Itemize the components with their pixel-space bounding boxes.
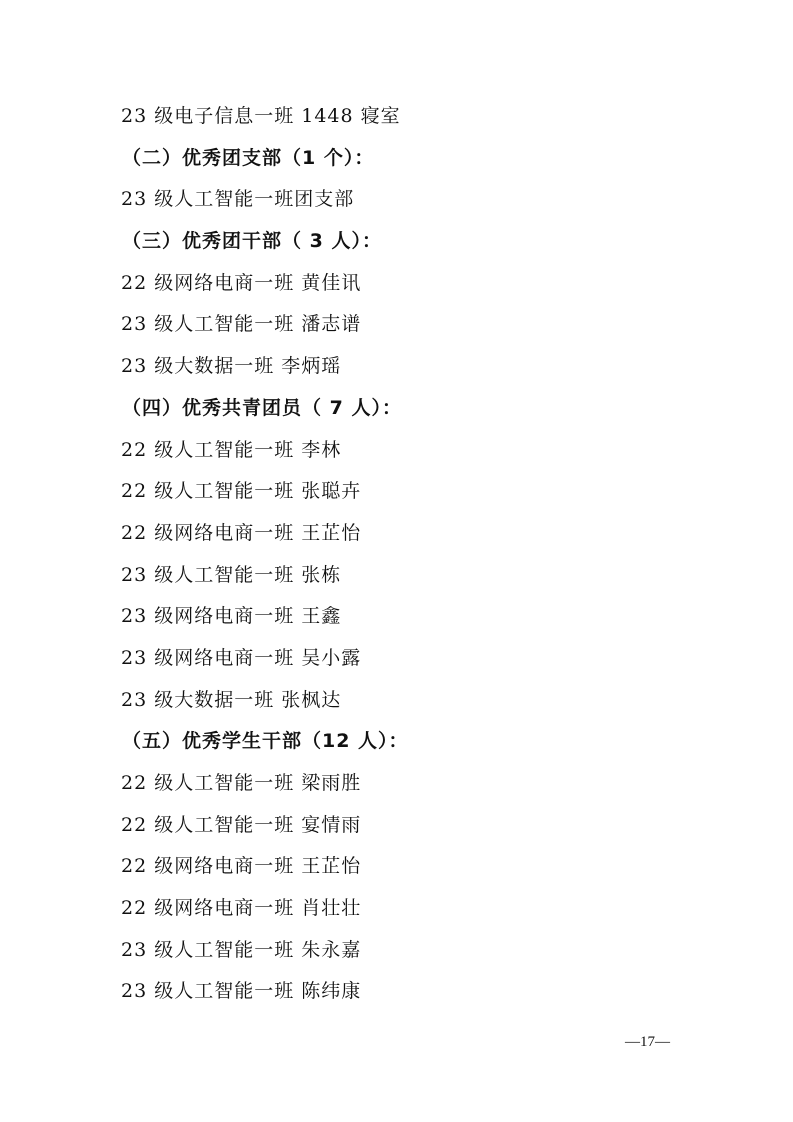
list-item: 23 级网络电商一班 吴小露 (121, 646, 362, 669)
section-heading: （三）优秀团干部（ 3 人）： (122, 230, 382, 253)
list-item: 23 级人工智能一班 张栋 (121, 563, 342, 586)
list-item: 22 级网络电商一班 王芷怡 (121, 855, 362, 878)
section-heading: （五）优秀学生干部（12 人）： (122, 730, 409, 753)
list-item: 23 级人工智能一班 朱永嘉 (121, 938, 362, 961)
list-item: 23 级人工智能一班团支部 (121, 188, 355, 211)
section-heading: （四）优秀共青团员（ 7 人）： (122, 396, 402, 419)
list-item: 22 级网络电商一班 王芷怡 (121, 521, 362, 544)
list-item: 22 级人工智能一班 宴情雨 (121, 813, 362, 836)
list-item: 23 级人工智能一班 陈纬康 (121, 980, 362, 1003)
list-item: 23 级大数据一班 李炳瑶 (121, 355, 342, 378)
list-item: 23 级大数据一班 张枫达 (121, 688, 342, 711)
list-item: 22 级网络电商一班 黄佳讯 (121, 271, 362, 294)
page-number: —17— (625, 1034, 670, 1050)
list-item: 22 级人工智能一班 李林 (121, 438, 342, 461)
list-item: 22 级人工智能一班 张聪卉 (121, 480, 362, 503)
list-item: 23 级网络电商一班 王鑫 (121, 605, 342, 628)
list-item: 23 级电子信息一班 1448 寝室 (121, 105, 401, 127)
list-item: 22 级网络电商一班 肖壮壮 (121, 897, 362, 920)
list-item: 22 级人工智能一班 梁雨胜 (121, 772, 362, 794)
document-body (0, 96, 793, 1013)
list-item: 23 级人工智能一班 潘志谱 (121, 313, 362, 336)
section-heading: （二）优秀团支部（1 个）： (122, 146, 375, 169)
